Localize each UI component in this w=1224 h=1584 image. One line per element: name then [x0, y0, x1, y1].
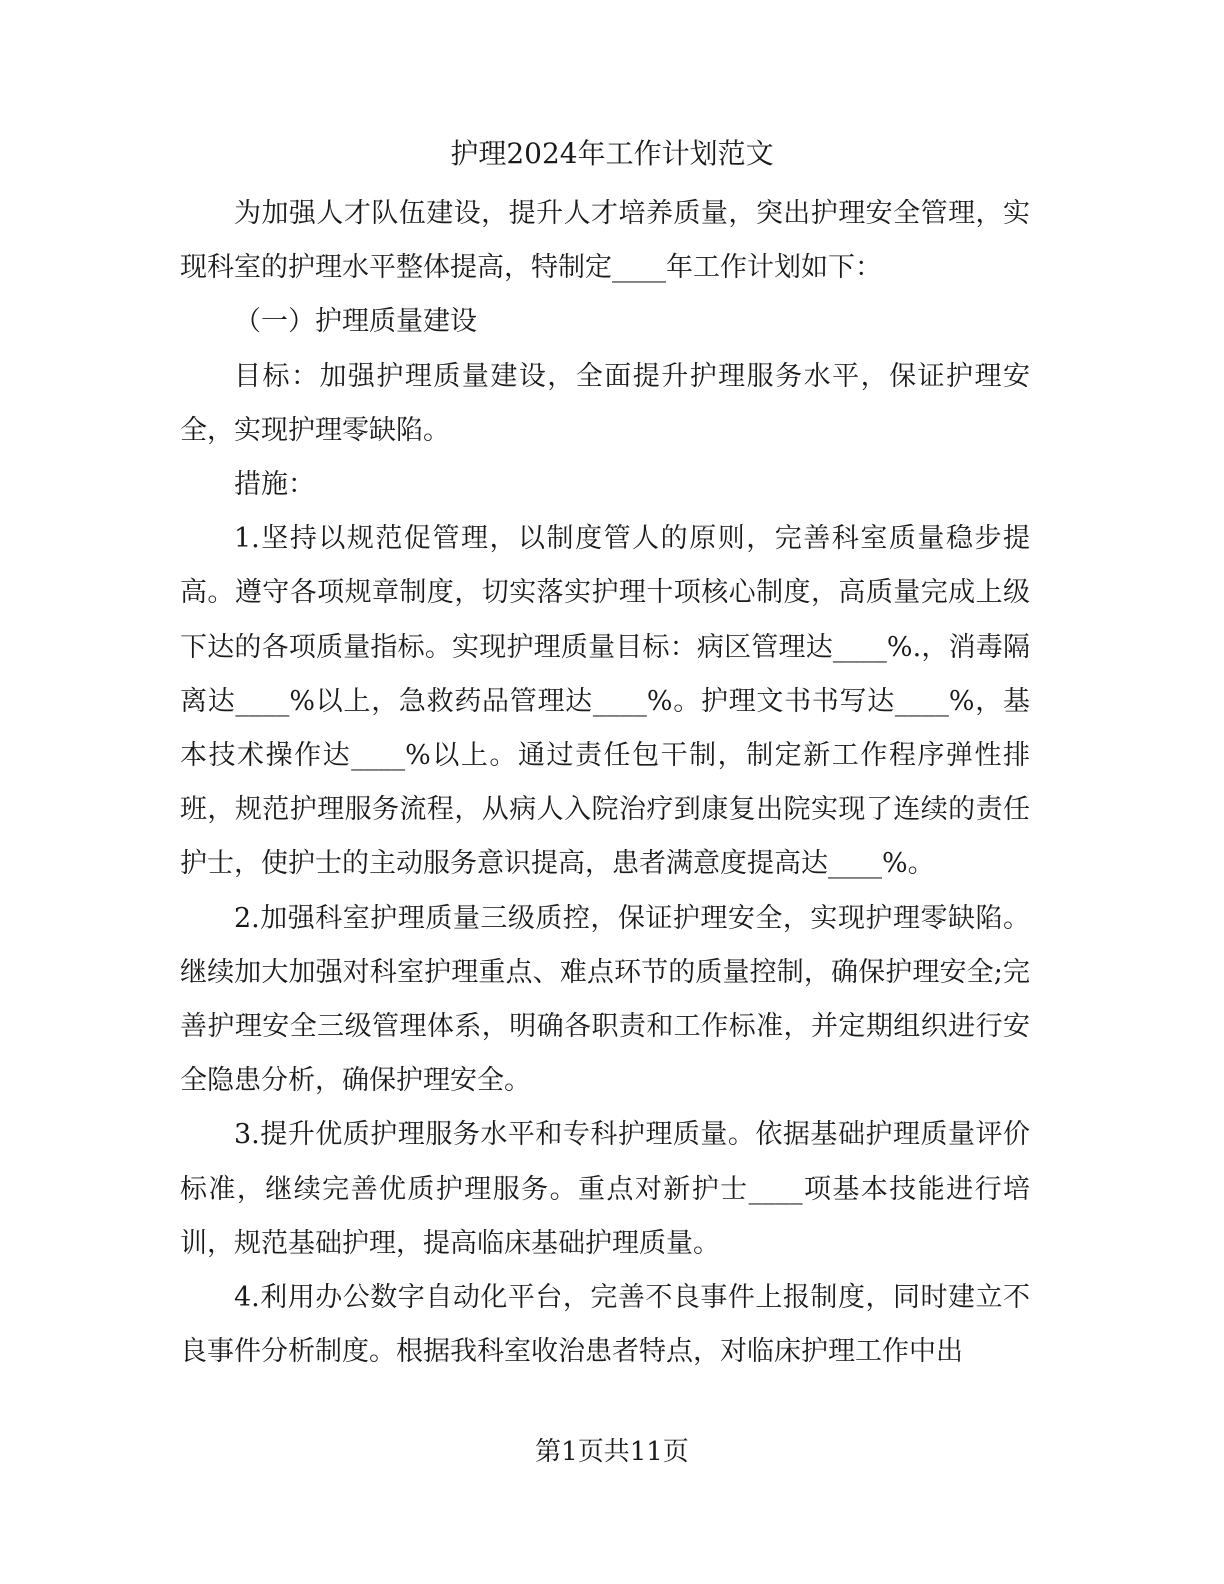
measures-label: 措施：	[234, 469, 315, 501]
goal-paragraph: 目标：加强护理质量建设，全面提升护理服务水平，保证护理安全，实现护理零缺陷。	[180, 360, 1030, 446]
section-heading: （一）护理质量建设	[234, 306, 477, 338]
intro-paragraph: 为加强人才队伍建设，提升人才培养质量，突出护理安全管理，实现科室的护理水平整体提高，特制定____年工作计划如下：	[180, 198, 1030, 284]
measure-3-paragraph: 3.提升优质护理服务水平和专科护理质量。依据基础护理质量评价标准，继续完善优质护理服务。重点对新护士____项基本技能进行培训，规范基础护理，提高临床基础护理质量。	[180, 1119, 1030, 1259]
document-title: 护理2024年工作计划范文	[450, 137, 774, 170]
measure-1-paragraph: 1.坚持以规范促管理，以制度管人的原则，完善科室质量稳步提高。遵守各项规章制度，切实落实护理十项核心制度，高质量完成上级下达的各项质量指标。实现护理质量目标：病区管理达____%.，消毒隔离达____%以上，急救药品管理达____%。护理文书书写达____%，基本技术操作达____%以上。通过责任包干制，制定新工作程序弹性排班，规范护理服务流程，从病人入院治疗到康复出院实现了连续的责任护士，使护士的主动服务意识提高，患者满意度提高达____%。	[180, 523, 1030, 880]
measure-2-paragraph: 2.加强科室护理质量三级质控，保证护理安全，实现护理零缺陷。继续加大加强对科室护理重点、难点环节的质量控制，确保护理安全;完善护理安全三级管理体系，明确各职责和工作标准，并定期组织进行安全隐患分析，确保护理安全。	[180, 902, 1030, 1097]
document-body	[180, 187, 1030, 1379]
measure-4-paragraph: 4.利用办公数字自动化平台，完善不良事件上报制度，同时建立不良事件分析制度。根据我科室收治患者特点，对临床护理工作中出	[180, 1282, 1030, 1368]
page-footer: 第1页共11页	[535, 1437, 689, 1467]
